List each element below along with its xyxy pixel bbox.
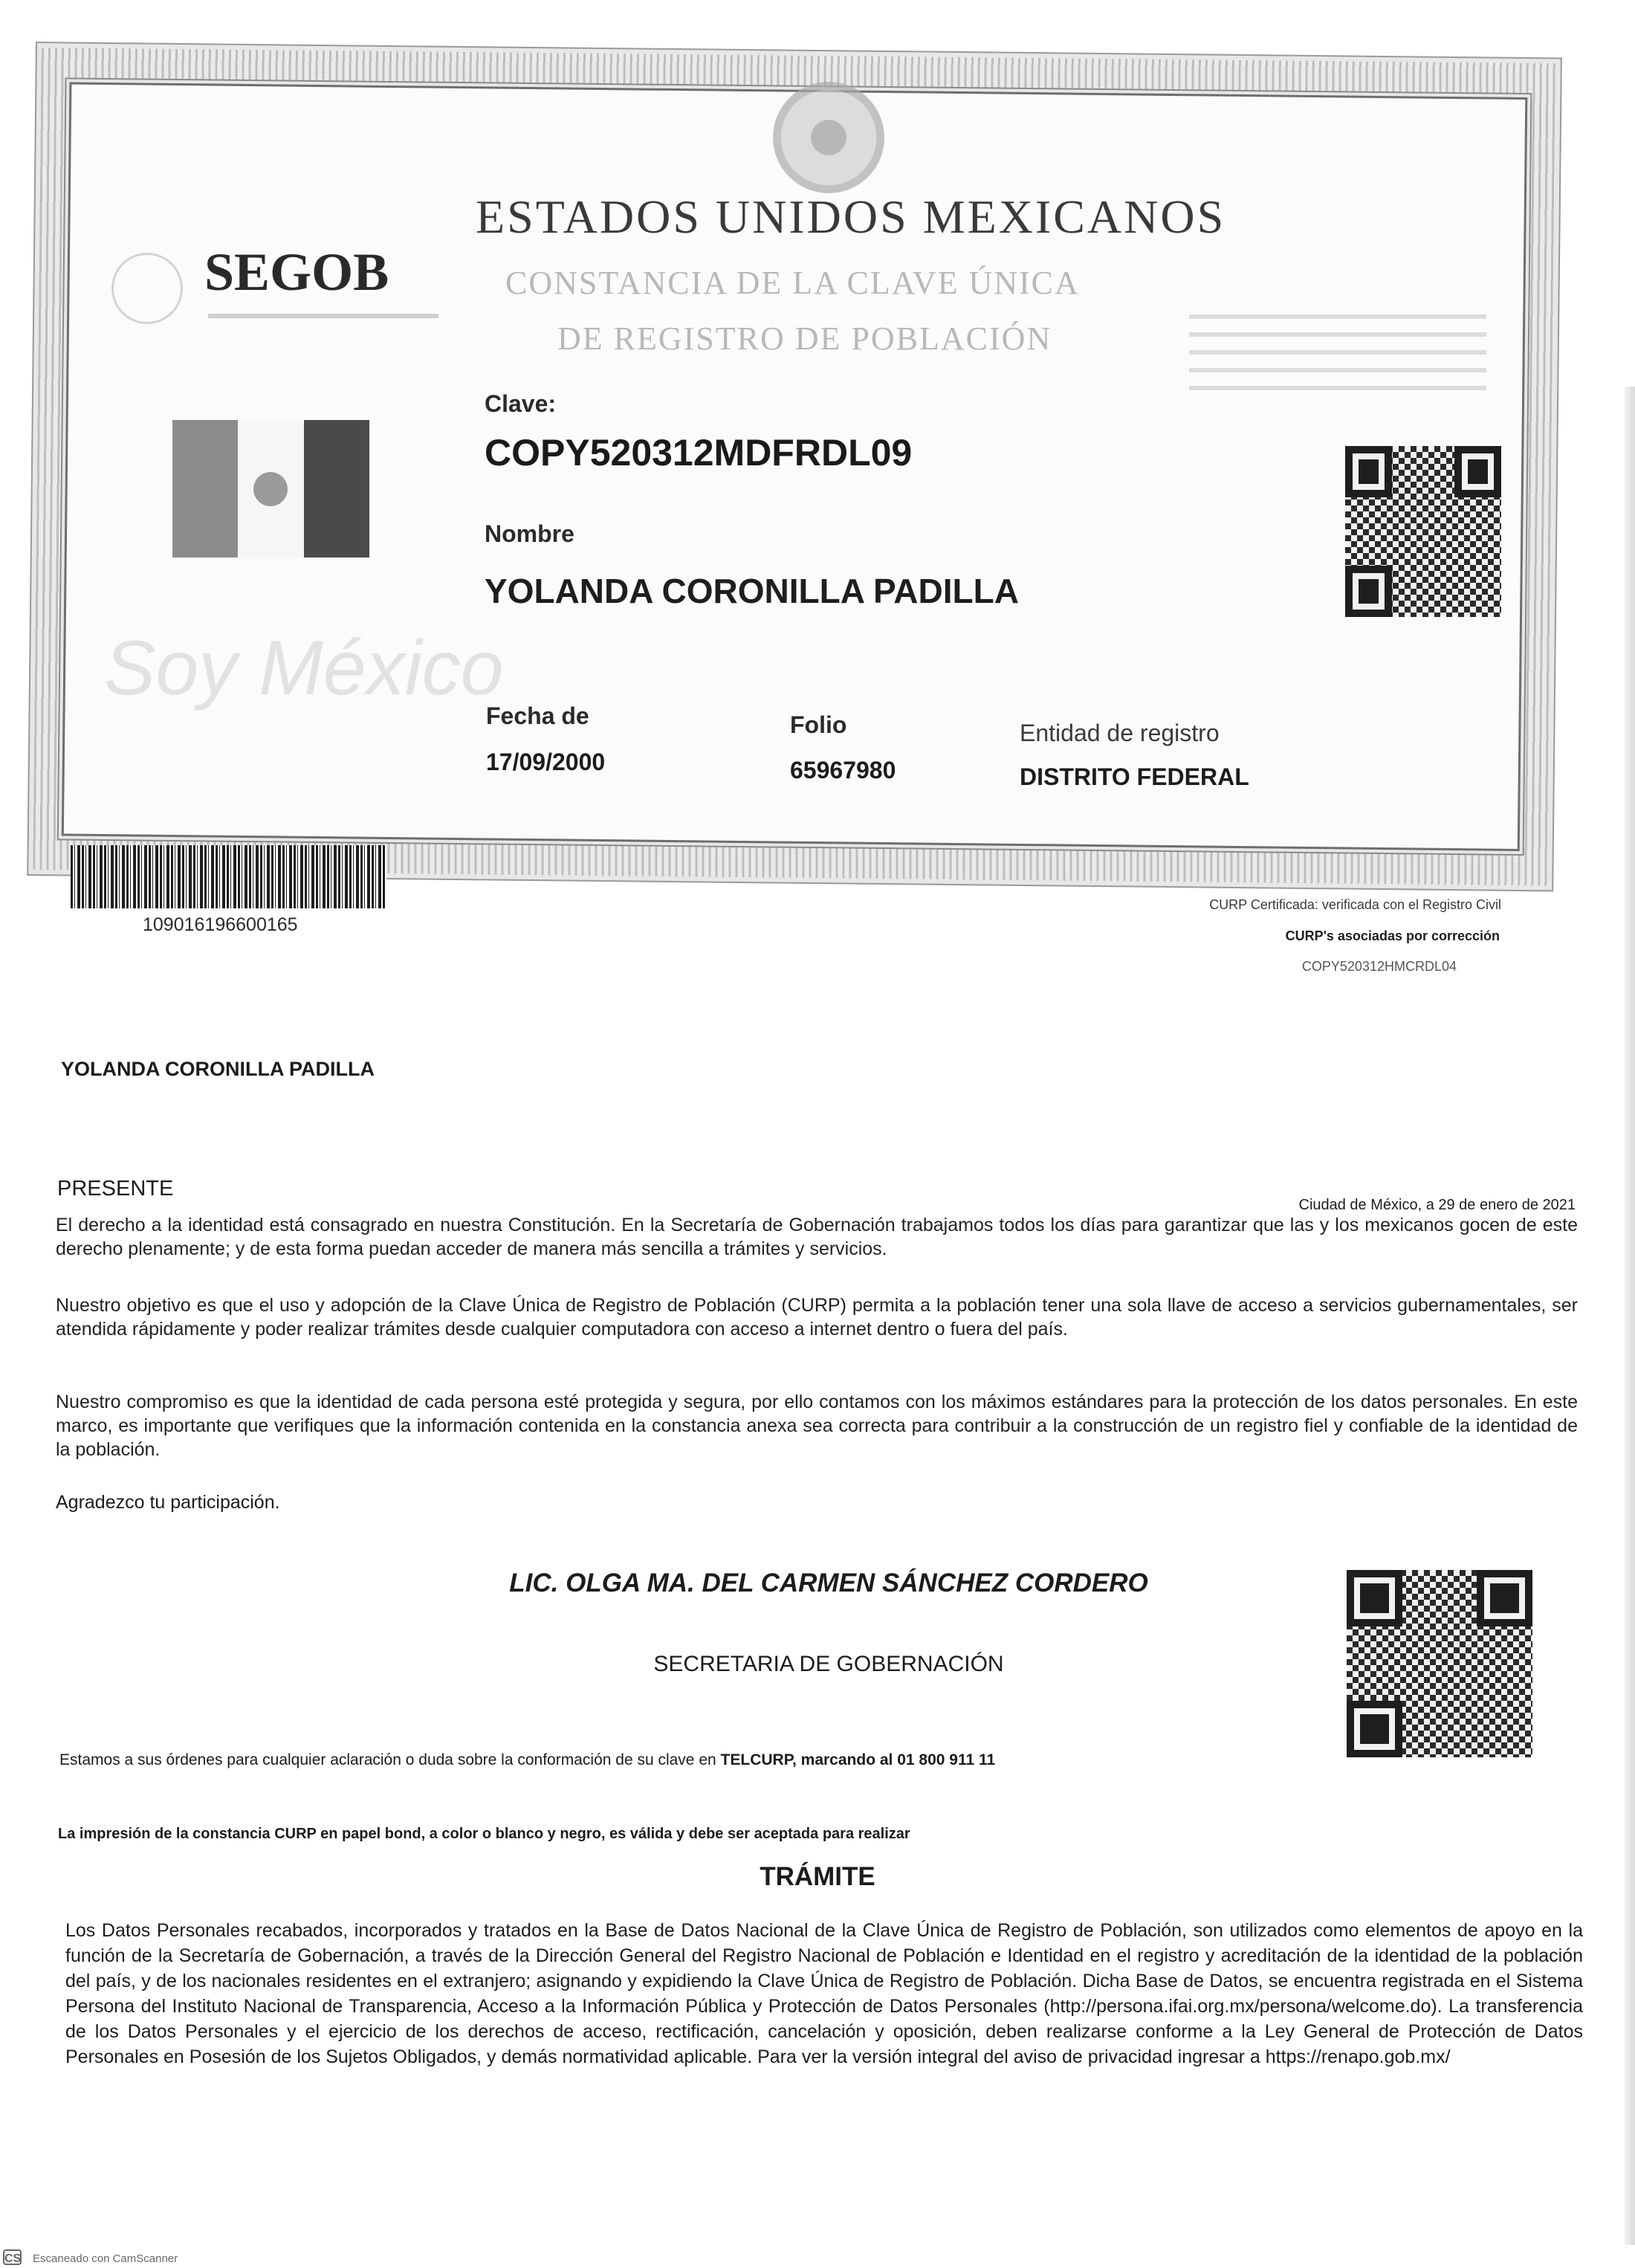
signatory-position: SECRETARIA DE GOBERNACIÓN [653,1652,1004,1676]
entidad-label: Entidad de registro [1020,720,1220,746]
document-title-line2: DE REGISTRO DE POBLACIÓN [557,320,1052,357]
eagle-emblem-icon [253,472,288,506]
fecha-label: Fecha de [486,702,589,729]
agency-logo: SEGOB [204,242,389,302]
contact-text: Estamos a sus órdenes para cualquier aclaración o duda sobre la conformación de su clave en [59,1751,721,1768]
contact-note [59,1751,995,1769]
letter-place-date: Ciudad de México, a 29 de enero de 2021 [1298,1197,1576,1213]
faded-stamp [1189,301,1486,390]
scan-edge-artifact [1115,0,1635,30]
signatory-name: LIC. OLGA MA. DEL CARMEN SÁNCHEZ CORDERO [509,1568,1148,1597]
camscanner-logo-icon: CS [3,2249,22,2265]
letter-recipient: YOLANDA CORONILLA PADILLA [61,1058,375,1080]
letter-paragraph-2: Nuestro objetivo es que el uso y adopción de la Clave Única de Registro de Población (CURP) permita a la población tener una sola llave de acceso a servicios gubernamentales, ser atendida rápidamente y poder realizar trámites desde cualquier computadora con acceso a internet dentro o fuera del país. [56,1295,1578,1340]
contact-phone: TELCURP, marcando al 01 800 911 11 [720,1751,996,1768]
folio-value: 65967980 [790,757,896,784]
associated-curp-value: COPY520312HMCRDL04 [1301,959,1457,974]
fecha-value: 17/09/2000 [486,749,606,775]
folio-label: Folio [790,711,847,738]
print-notice: La impresión de la constancia CURP en papel bond, a color o blanco y negro, es válida y debe ser aceptada para realizar [58,1826,910,1842]
letter-closing: Agradezco tu participación. [56,1492,280,1513]
clave-label: Clave: [485,390,557,417]
certificate-qr-code-icon [1345,446,1501,617]
curp-certified-note: CURP Certificada: verificada con el Registro Civil [1209,897,1501,912]
privacy-notice: Los Datos Personales recabados, incorporados y tratados en la Base de Datos Nacional de la Clave Única de Registro de Población, son utilizados como elementos de apoyo en la función de la Secretaría de Gobernación, a través de la Dirección General del Registro Nacional de Población e Identidad en el registro y acreditación de la identidad de la población del país, y de los nacionales residentes en el extranjero; asignando y expidiendo la Clave Única de Registro de Población. Dicha Base de Datos, se encuentra registrada en el Sistema Persona del Instituto Nacional de Transparencia, Acceso a la Información Pública y Protección de Datos Personales (http://persona.ifai.org.mx/persona/welcome.do). La transferencia de los Datos Personales y el ejercicio de los derechos de acceso, rectificación, cancelación y oposición, deben realizarse conforme a la Ley General de Protección de Datos Personales en Posesión de los Sujetos Obligados, y demás normatividad aplicable. Para ver la versión integral del aviso de privacidad ingresar a https://renapo.gob.mx/ [65,1920,1583,2067]
country-title: ESTADOS UNIDOS MEXICANOS [476,190,1226,243]
barcode-icon [71,845,386,908]
letter-paragraph-1: El derecho a la identidad está consagrado en nuestra Constitución. En la Secretaría de Gobernación trabajamos todos los días para garantizar que las y los mexicanos gocen de este derecho plenamente; y de esta forma puedan acceder de manera más sencilla a trámites y servicios. [56,1215,1578,1259]
mexican-flag-icon [172,420,369,558]
document-title-line1: CONSTANCIA DE LA CLAVE ÚNICA [505,265,1080,301]
tramite-heading: TRÁMITE [760,1862,875,1891]
scanner-watermark: Escaneado con CamScanner [33,2252,178,2265]
agency-subtitle-faded [208,314,438,318]
nombre-value: YOLANDA CORONILLA PADILLA [485,572,1019,610]
watermark: Soy México [104,625,504,711]
nombre-label: Nombre [485,520,574,547]
national-seal-icon [773,82,884,193]
letter-salutation: PRESENTE [57,1177,174,1201]
segob-seal-icon [111,253,183,324]
associated-curp-title: CURP's asociadas por corrección [1285,928,1500,943]
letter-qr-code-icon [1347,1570,1532,1757]
scan-shadow [1625,387,1635,2245]
letter-paragraph-3: Nuestro compromiso es que la identidad de cada persona esté protegida y segura, por ello contamos con los máximos estándares para la protección de los datos personales. En este marco, es importante que verifiques que la información contenida en la constancia anexa sea correcta para contribuir a la construcción de un registro fiel y confiable de la identidad de la población. [56,1392,1578,1460]
barcode-number: 109016196600165 [143,914,298,935]
clave-value: COPY520312MDFRDL09 [485,432,913,474]
entidad-value: DISTRITO FEDERAL [1020,763,1249,790]
